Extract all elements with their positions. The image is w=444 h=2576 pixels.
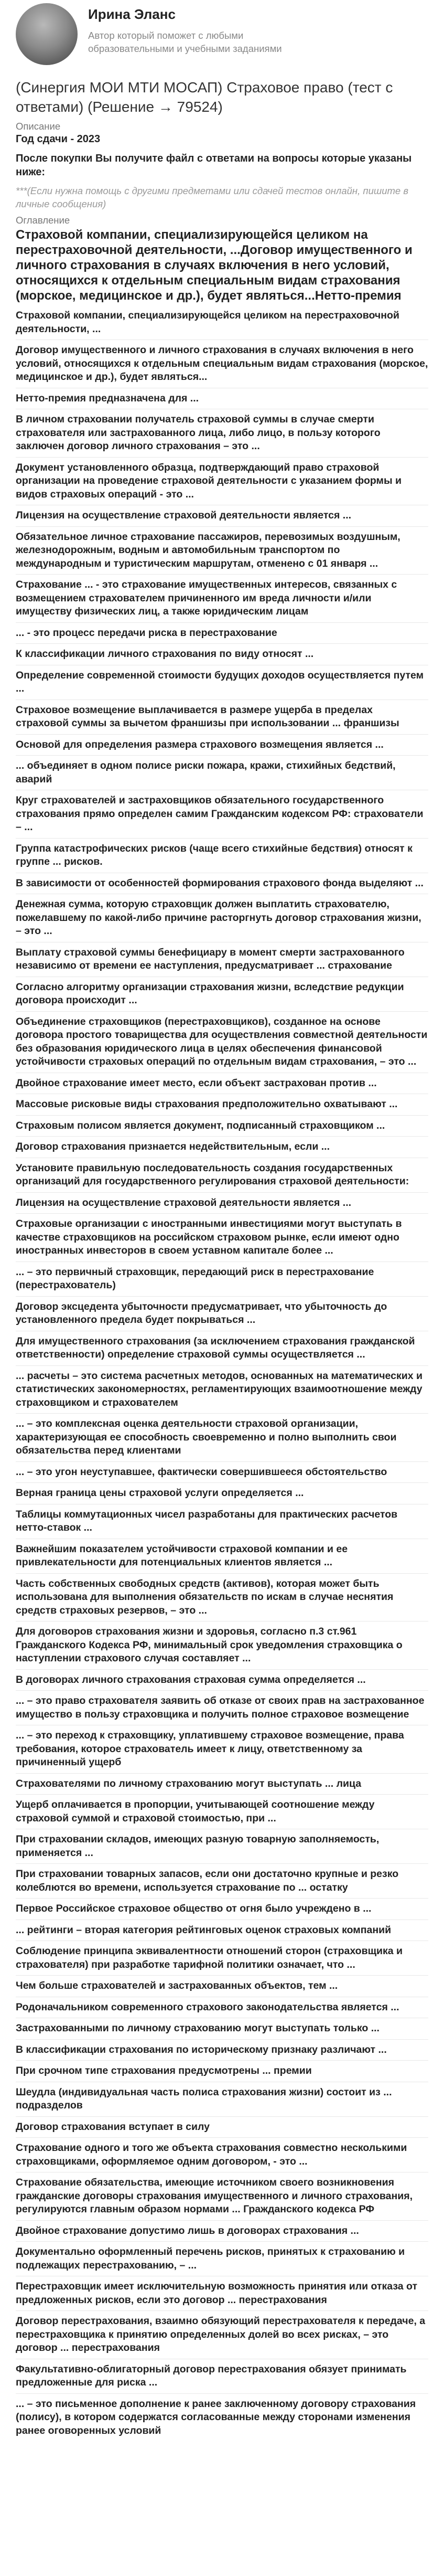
question-item: Установите правильную последовательность создания государственных организаций для государственного регулирования страховой деятельности: <box>16 1158 428 1193</box>
question-item: ... рейтинги – вторая категория рейтинговых оценок страховых компаний <box>16 1920 428 1942</box>
question-item: ... – это переход к страховщику, уплатившему страховое возмещение, права требования, которое страхователь имеет к лицу, ответственному за причиненный ущерб <box>16 1725 428 1774</box>
question-item: Страховым полисом является документ, подписанный страховщиком ... <box>16 1116 428 1137</box>
question-list <box>16 305 428 2441</box>
question-item: Первое Российское страховое общество от огня было учреждено в ... <box>16 1899 428 1920</box>
question-item: Застрахованными по личному страхованию могут выступать только ... <box>16 2018 428 2040</box>
question-item: Договор эксцедента убыточности предусматривает, что убыточность до установленного предела будет покрываться ... <box>16 1297 428 1331</box>
question-item: Страховые организации с иностранными инвестициями могут выступать в качестве страховщиков на российском страховом рынке, если имеют одно иностранных инвесторов в своем уставном капитале более ... <box>16 1214 428 1262</box>
contents-heading: Страховой компании, специализирующейся целиком на перестраховочной деятельности, ...Договор имущественного и личного страхования в случаях включения в него условий, относящихся к отдельным специальным видам страхования (морское, медицинское и др.), будет являться...Нетто-премия <box>16 228 413 303</box>
question-item: Таблицы коммутационных чисел разработаны для практических расчетов нетто-ставок ... <box>16 1504 428 1539</box>
question-item: В договорах личного страхования страховая сумма определяется ... <box>16 1670 428 1691</box>
question-item: Согласно алгоритму организации страхования жизни, вследствие редукции договора происходит ... <box>16 977 428 1012</box>
author-header <box>16 0 428 70</box>
question-item: Страховое возмещение выплачивается в размере ущерба в пределах страховой суммы за вычетом франшизы при использовании ... франшизы <box>16 700 428 735</box>
question-item: Двойное страхование имеет место, если объект застрахован против ... <box>16 1073 428 1095</box>
question-item: В классификации страхования по историческому признаку различают ... <box>16 2040 428 2061</box>
question-item: Верная граница цены страховой услуги определяется ... <box>16 1483 428 1504</box>
question-item: ... – это письменное дополнение к ранее заключенному договору страхования (полису), в котором содержатся согласованные между сторонами изменения ранее оговоренных условий <box>16 2398 416 2436</box>
question-item: Соблюдение принципа эквивалентности отношений сторон (страховщика и страхователя) при разработке тарифной политики означает, что ... <box>16 1941 428 1976</box>
question-item: Договор страхования вступает в силу <box>16 2117 428 2138</box>
help-note: ***(Если нужна помощь с другими предметами или сдачей тестов онлайн, пишите в личные сообщения) <box>16 185 408 209</box>
question-item: В личном страховании получатель страховой суммы в случае смерти страхователя или застрахованного лица, либо лицо, в пользу которого заключен договор личного страхования – это ... <box>16 409 428 458</box>
question-item: Важнейшим показателем устойчивости страховой компании и ее привлекательности для потенциальных клиентов является ... <box>16 1539 428 1574</box>
question-item: Страхование обязательства, имеющие источником своего возникновения гражданские договоры страхования имущественного и личного страхования, регулируются главным образом нормами ... Гражданского кодекса РФ <box>16 2172 428 2221</box>
question-item: Группа катастрофических рисков (чаще всего стихийные бедствия) относят к группе ... рисков. <box>16 839 428 873</box>
question-item: Родоначальником современного страхового законодательства является ... <box>16 1997 428 2019</box>
question-item: Шеудла (индивидуальная часть полиса страхования жизни) состоит из ... подразделов <box>16 2082 428 2117</box>
question-item: Основой для определения размера страхового возмещения является ... <box>16 735 428 756</box>
question-item: ... – это комплексная оценка деятельности страховой организации, характеризующая ее способность своевременно и полно выполнить свои обязательства перед клиентами <box>16 1414 428 1462</box>
question-item: При срочном типе страхования предусмотрены ... премии <box>16 2061 428 2082</box>
question-item: Страхователями по личному страхованию могут выступать ... лица <box>16 1774 428 1795</box>
avatar[interactable] <box>16 3 78 65</box>
question-item: Для договоров страхования жизни и здоровья, согласно п.3 ст.961 Гражданского Кодекса РФ, минимальный срок уведомления страховщика о наступлении страхового случая составляет ... <box>16 1621 428 1670</box>
question-item: Денежная сумма, которую страховщик должен выплатить страхователю, пожелавшему по какой-либо причине расторгнуть договор страхования жизни, – это ... <box>16 894 428 942</box>
contents-label: Оглавление <box>16 215 70 226</box>
question-item: Круг страхователей и застраховщиков обязательного государственного страхования прямо определен самим Гражданским кодексом РФ: страхователи – ... <box>16 790 428 839</box>
question-item: Нетто-премия предназначена для ... <box>16 388 428 410</box>
question-item: Документ установленного образца, подтверждающий право страховой организации на проведение страховой деятельности с указанием формы и видов страховых операций - это ... <box>16 458 428 506</box>
question-item: Договор страхования признается недействительным, если ... <box>16 1137 428 1158</box>
question-item: К классификации личного страхования по виду относят ... <box>16 644 428 665</box>
question-item: При страховании товарных запасов, если они достаточно крупные и резко колеблются во времени, используется страхование по ... остатку <box>16 1864 428 1899</box>
question-item: ... – это первичный страховщик, передающий риск в перестрахование (перестрахователь) <box>16 1262 428 1297</box>
question-item: Часть собственных свободных средств (активов), которая может быть использована для выполнения обязательств по искам в случае неснятия средств страховых резервов, – это ... <box>16 1574 428 1622</box>
page-title: (Синергия МОИ МТИ МОСАП) Страховое право (тест с ответами) (Решение → 79524) <box>16 79 393 115</box>
intro-text: После покупки Вы получите файл с ответами на вопросы которые указаны ниже: <box>16 153 412 178</box>
question-item: Двойное страхование допустимо лишь в договорах страхования ... <box>16 2221 428 2242</box>
question-item: В зависимости от особенностей формирования страхового фонда выделяют ... <box>16 873 428 895</box>
question-item: Для имущественного страхования (за исключением страхования гражданской ответственности) определение страховой суммы осуществляется ... <box>16 1331 428 1366</box>
question-item: Лицензия на осуществление страховой деятельности является ... <box>16 505 428 527</box>
question-item: Договор перестрахования, взаимно обязующий перестрахователя к передаче, а перестраховщика к принятию определенных долей во всех рисках, – это договор ... перестрахования <box>16 2311 428 2359</box>
question-item: ... – это угон неуступавшее, фактически совершившееся обстоятельство <box>16 1462 428 1483</box>
question-item: Ущерб оплачивается в пропорции, учитывающей соотношение между страховой суммой и страховой стоимостью, при ... <box>16 1795 428 1829</box>
question-item: ... расчеты – это система расчетных методов, основанных на математических и статистических закономерностях, регламентирующих взаимоотношение между страховщиком и страхователем <box>16 1366 428 1414</box>
question-item: ... объединяет в одном полисе риски пожара, кражи, стихийных бедствий, аварий <box>16 756 428 790</box>
question-item: Определение современной стоимости будущих доходов осуществляется путем ... <box>16 665 428 700</box>
question-item: Страховой компании, специализирующейся целиком на перестраховочной деятельности, ... <box>16 305 428 340</box>
question-item: Перестраховщик имеет исключительную возможность принятия или отказа от предложенных рисков, если это договор ... перестрахования <box>16 2276 428 2311</box>
question-item: Страхование одного и того же объекта страхования совместно несколькими страховщиками, оформляемое одним договором, - это ... <box>16 2138 428 2172</box>
question-item: Обязательное личное страхование пассажиров, перевозимых воздушным, железнодорожным, водным и автомобильным транспортом по международным и туристическим маршрутам, отменено с 01 января ... <box>16 527 428 575</box>
year-line: Год сдачи - 2023 <box>16 133 101 145</box>
question-item: Чем больше страхователей и застрахованных объектов, тем ... <box>16 1976 428 1997</box>
question-item: ... – это право страхователя заявить об отказе от своих прав на застрахованное имущество в пользу страховщика и получить полное страховое возмещение <box>16 1691 428 1725</box>
question-item: Объединение страховщиков (перестраховщиков), созданное на основе договора простого товарищества для осуществления совместной деятельности без образования юридического лица в целях обеспечения финансовой устойчивости страховых операций по отдельным видам страхования, – это ... <box>16 1012 428 1073</box>
author-info <box>88 3 308 55</box>
question-item: Документально оформленный перечень рисков, принятых к страхованию и подлежащих перестрахованию, – ... <box>16 2242 428 2276</box>
question-item: Факультативно-облигаторный договор перестрахования обязует принимать предложенные для риска ... <box>16 2359 428 2394</box>
author-description: Автор который поможет с любыми образовательными и учебными заданиями <box>88 30 282 54</box>
question-item: Страхование ... - это страхование имущественных интересов, связанных с возмещением страхователем причиненного им вреда личности и/или имуществу физических лиц, а также юридическим лицам <box>16 575 428 623</box>
question-item: Выплату страховой суммы бенефициару в момент смерти застрахованного независимо от времени ее наступления, предусматривает ... страхование <box>16 942 428 977</box>
description-label: Описание <box>16 121 61 132</box>
question-item: Договор имущественного и личного страхования в случаях включения в него условий, относящихся к отдельным специальным видам страхования (морское, медицинское и др.), будет являться... <box>16 340 428 388</box>
question-item: Массовые рисковые виды страхования предположительно охватывают ... <box>16 1094 428 1116</box>
question-item: При страховании складов, имеющих разную товарную заполняемость, применяется ... <box>16 1829 428 1864</box>
question-item: ... - это процесс передачи риска в перестрахование <box>16 623 428 644</box>
question-item: Лицензия на осуществление страховой деятельности является ... <box>16 1193 428 1214</box>
author-name[interactable]: Ирина Эланс <box>88 6 176 22</box>
